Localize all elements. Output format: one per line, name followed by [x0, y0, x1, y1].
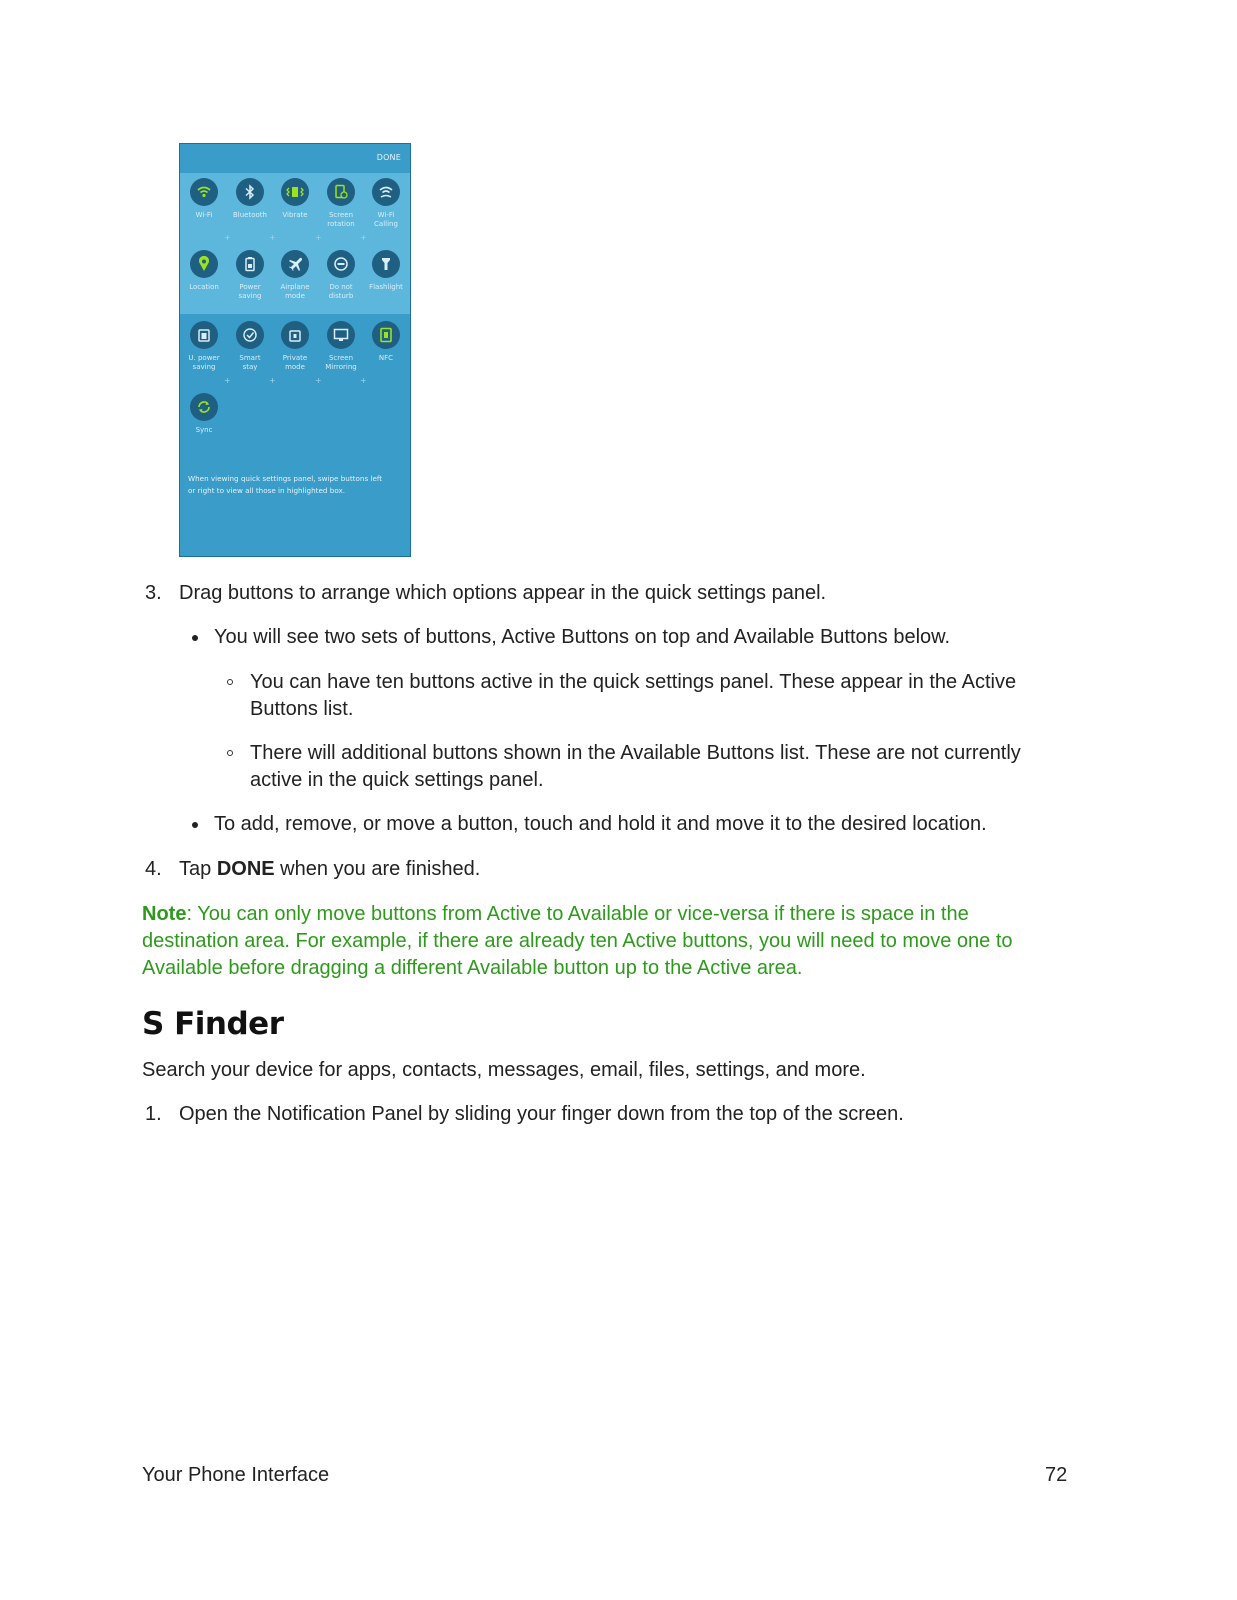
plus-marker: +: [224, 233, 231, 242]
step-1-text: Open the Notification Panel by sliding your finger down from the top of the screen.: [179, 1103, 904, 1125]
tile-do-not-disturb[interactable]: [318, 250, 364, 301]
do-not-disturb-icon: [327, 250, 355, 278]
tile-label: Mirroring: [325, 363, 357, 371]
tile-label: Screen: [328, 211, 354, 219]
tile-label: saving: [192, 363, 216, 371]
tile-label: Location: [189, 283, 219, 291]
sub-bullet-2-line-1: There will additional buttons shown in the Available Buttons list. These are not currently: [250, 742, 1021, 764]
note-label: Note: [142, 903, 187, 925]
step-3-text: Drag buttons to arrange which options appear in the quick settings panel.: [179, 582, 827, 604]
bluetooth-icon: [236, 178, 264, 206]
tile-label: U. power: [188, 354, 220, 362]
note-line-1: [142, 901, 969, 928]
tile-label: Smart: [239, 354, 261, 362]
sub-bullet-2-line-2: active in the quick settings panel.: [250, 769, 544, 791]
section-intro: Search your device for apps, contacts, messages, email, files, settings, and more.: [142, 1059, 866, 1081]
bullet-2-text: To add, remove, or move a button, touch and hold it and move it to the desired location.: [214, 813, 987, 835]
flashlight-icon: [372, 250, 400, 278]
sync-icon: [190, 393, 218, 421]
tile-label: Do not: [329, 283, 353, 291]
panel-top-bar: [180, 144, 410, 173]
quick-settings-screenshot: [179, 143, 411, 557]
tile-ultra-power-saving[interactable]: [181, 321, 227, 372]
tile-wifi[interactable]: [181, 178, 227, 220]
plus-marker: +: [315, 376, 322, 385]
smart-stay-icon: [236, 321, 264, 349]
hint-line: or right to view all those in highlighted box.: [188, 486, 346, 495]
sub-bullet-1-line-2: Buttons list.: [250, 698, 354, 720]
plus-marker: +: [360, 233, 367, 242]
tile-wifi-calling[interactable]: [363, 178, 409, 229]
tile-label: saving: [238, 292, 262, 300]
step-4-suffix: when you are finished.: [274, 858, 481, 880]
sub-bullet-ring: [227, 750, 233, 756]
ultra-power-saving-icon: [190, 321, 218, 349]
step-4-text: [179, 856, 480, 883]
bullet-dot: [192, 635, 198, 641]
sub-bullet-ring: [227, 679, 233, 685]
tile-power-saving[interactable]: [227, 250, 273, 301]
airplane-icon: [281, 250, 309, 278]
plus-marker: +: [360, 376, 367, 385]
tile-private-mode[interactable]: [272, 321, 318, 372]
tile-label: rotation: [327, 220, 355, 228]
tile-label: Private: [282, 354, 308, 362]
bullet-dot: [192, 822, 198, 828]
tile-bluetooth[interactable]: [227, 178, 273, 220]
tile-label: Sync: [195, 426, 213, 434]
section-heading: S Finder: [142, 1006, 284, 1042]
tile-label: Calling: [374, 220, 398, 228]
private-mode-icon: [281, 321, 309, 349]
tile-sync[interactable]: [181, 393, 227, 435]
tile-label: Screen: [328, 354, 354, 362]
tile-label: mode: [285, 363, 305, 371]
plus-marker: +: [269, 376, 276, 385]
wifi-calling-icon: [372, 178, 400, 206]
step-number: 3.: [145, 582, 162, 604]
tile-screen-mirroring[interactable]: [318, 321, 364, 372]
footer-chapter: Your Phone Interface: [142, 1464, 330, 1486]
plus-marker: +: [224, 376, 231, 385]
tile-label: Wi-Fi: [377, 211, 395, 219]
step-number: 4.: [145, 858, 162, 880]
done-button[interactable]: DONE: [376, 153, 401, 162]
step-4-prefix: Tap: [179, 858, 217, 880]
page-number: 72: [1045, 1464, 1068, 1486]
bullet-1-text: You will see two sets of buttons, Active Buttons on top and Available Buttons below.: [214, 626, 951, 648]
tile-label: Flashlight: [369, 283, 403, 291]
vibrate-icon: [281, 178, 309, 206]
location-icon: [190, 250, 218, 278]
note-line-3: Available before dragging a different Available button up to the Active area.: [142, 957, 803, 979]
note-line-2: destination area. For example, if there are already ten Active buttons, you will need to move one to: [142, 930, 1013, 952]
done-keyword: DONE: [216, 858, 275, 880]
tile-label: Vibrate: [282, 211, 308, 219]
tile-vibrate[interactable]: [272, 178, 318, 220]
power-saving-icon: [236, 250, 264, 278]
tile-label: Power: [239, 283, 261, 291]
tile-label: mode: [285, 292, 305, 300]
tile-smart-stay[interactable]: [227, 321, 273, 372]
tile-flashlight[interactable]: [363, 250, 409, 292]
screen-rotation-icon: [327, 178, 355, 206]
tile-nfc[interactable]: [363, 321, 409, 363]
tile-label: Airplane: [280, 283, 310, 291]
hint-line: When viewing quick settings panel, swipe buttons left: [188, 474, 383, 483]
tile-label: Wi-Fi: [195, 211, 213, 219]
panel-hint-text: [188, 473, 404, 497]
tile-location[interactable]: [181, 250, 227, 292]
sub-bullet-1-line-1: You can have ten buttons active in the quick settings panel. These appear in the Active: [250, 671, 1017, 693]
screen-mirroring-icon: [327, 321, 355, 349]
tile-label: Bluetooth: [233, 211, 267, 219]
tile-label: NFC: [378, 354, 394, 362]
wifi-icon: [190, 178, 218, 206]
step-number: 1.: [145, 1103, 162, 1125]
nfc-icon: [372, 321, 400, 349]
tile-screen-rotation[interactable]: [318, 178, 364, 229]
tile-label: stay: [242, 363, 258, 371]
tile-label: disturb: [328, 292, 354, 300]
note-text: : You can only move buttons from Active to Available or vice-versa if there is space in the: [186, 903, 969, 925]
plus-marker: +: [315, 233, 322, 242]
tile-airplane-mode[interactable]: [272, 250, 318, 301]
plus-marker: +: [269, 233, 276, 242]
